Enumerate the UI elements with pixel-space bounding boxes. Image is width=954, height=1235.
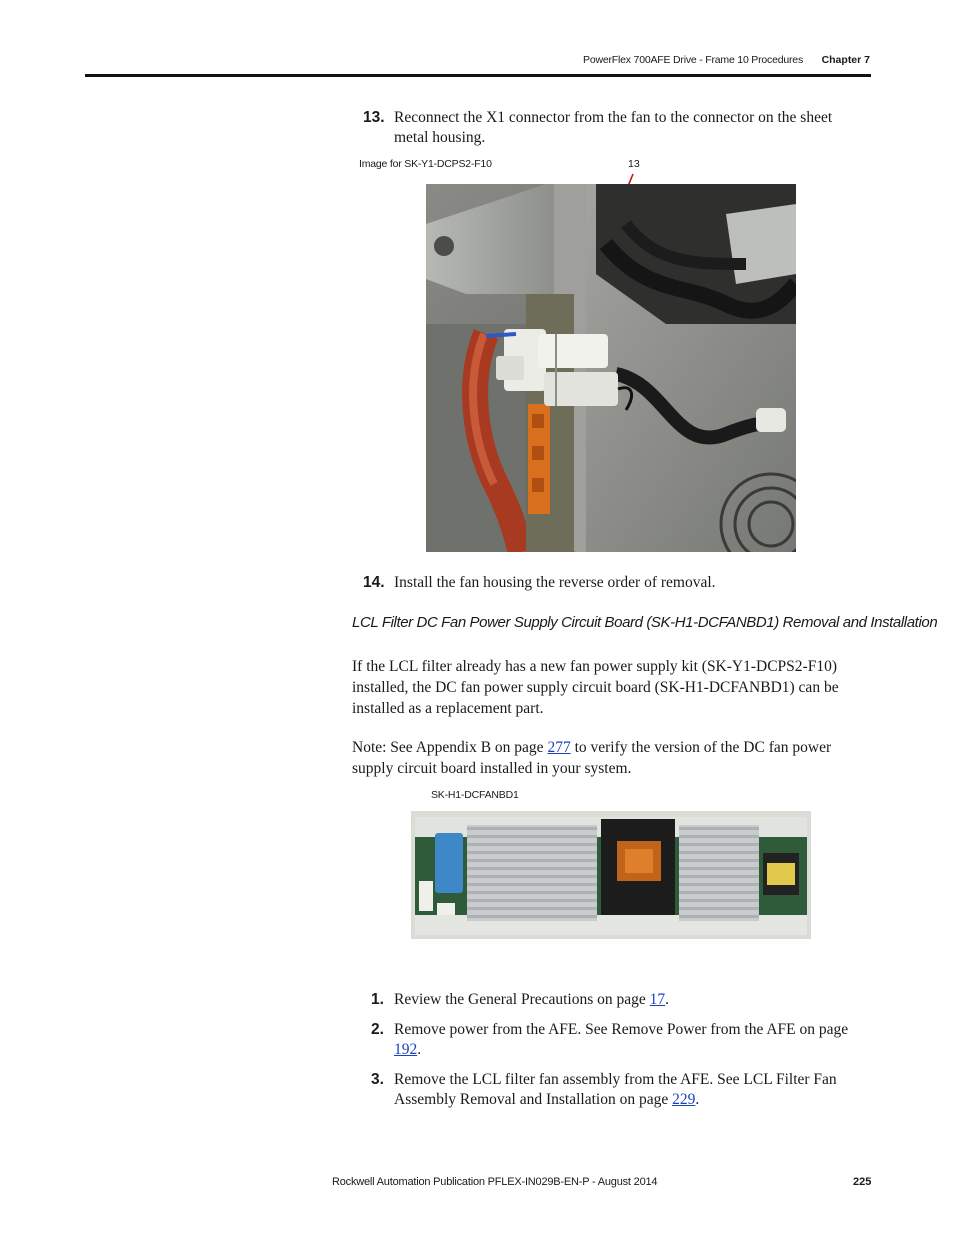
circuit-board-photo	[411, 811, 811, 939]
page-17-link[interactable]: 17	[649, 991, 666, 1008]
section-heading: LCL Filter DC Fan Power Supply Circuit Board (SK-H1-DCFANBD1) Removal and Installation	[352, 614, 938, 631]
step-text: Reconnect the X1 connector from the fan to the connector on the sheet metal housing.	[394, 109, 833, 146]
step-text-body: Remove the LCL filter fan assembly from the AFE. See LCL Filter Fan Assembly Removal and Installation on page	[394, 1071, 837, 1108]
callout-number: 13	[628, 158, 640, 170]
footer-page-number: 225	[853, 1176, 872, 1188]
step-text: Install the fan housing the reverse order of removal.	[394, 574, 716, 591]
step-number: 1.	[371, 991, 384, 1008]
step-number: 2.	[371, 1021, 384, 1038]
footer-publication: Rockwell Automation Publication PFLEX-IN029B-EN-P - August 2014	[332, 1176, 658, 1188]
step-number: 14.	[363, 574, 385, 591]
step-text-body: Remove power from the AFE. See Remove Power from the AFE on page	[394, 1021, 849, 1038]
figure-label: Image for SK-Y1-DCPS2-F10	[359, 158, 492, 170]
running-header-chapter: Chapter 7	[821, 54, 870, 66]
step-number: 13.	[363, 109, 385, 126]
step-text-end: .	[665, 991, 670, 1008]
intro-paragraph: If the LCL filter already has a new fan power supply kit (SK-Y1-DCPS2-F10) installed, the DC fan power supply circuit board (SK-H1-DCFANBD1) can be installed as a replacement part.	[352, 658, 839, 717]
step-text-end: .	[695, 1091, 700, 1108]
fan-connector-photo	[426, 184, 796, 552]
step-text-end: .	[417, 1041, 422, 1058]
step-text-body: Review the General Precautions on page	[394, 991, 650, 1008]
figure-label: SK-H1-DCFANBD1	[431, 789, 519, 801]
step-number: 3.	[371, 1071, 384, 1088]
note-suffix: to verify the version of the DC fan power supply circuit board installed in your system.	[352, 739, 832, 777]
step-text	[394, 1070, 869, 1110]
page-277-link[interactable]: 277	[547, 739, 571, 756]
page-192-link[interactable]: 192	[394, 1041, 418, 1058]
note-paragraph	[352, 737, 872, 779]
note-prefix: Note: See Appendix B on page	[352, 739, 548, 756]
step-text	[394, 990, 869, 1010]
page-229-link[interactable]: 229	[672, 1091, 696, 1108]
header-rule	[85, 74, 871, 77]
running-header-title: PowerFlex 700AFE Drive - Frame 10 Procedures	[583, 54, 803, 66]
step-text	[394, 1020, 869, 1060]
